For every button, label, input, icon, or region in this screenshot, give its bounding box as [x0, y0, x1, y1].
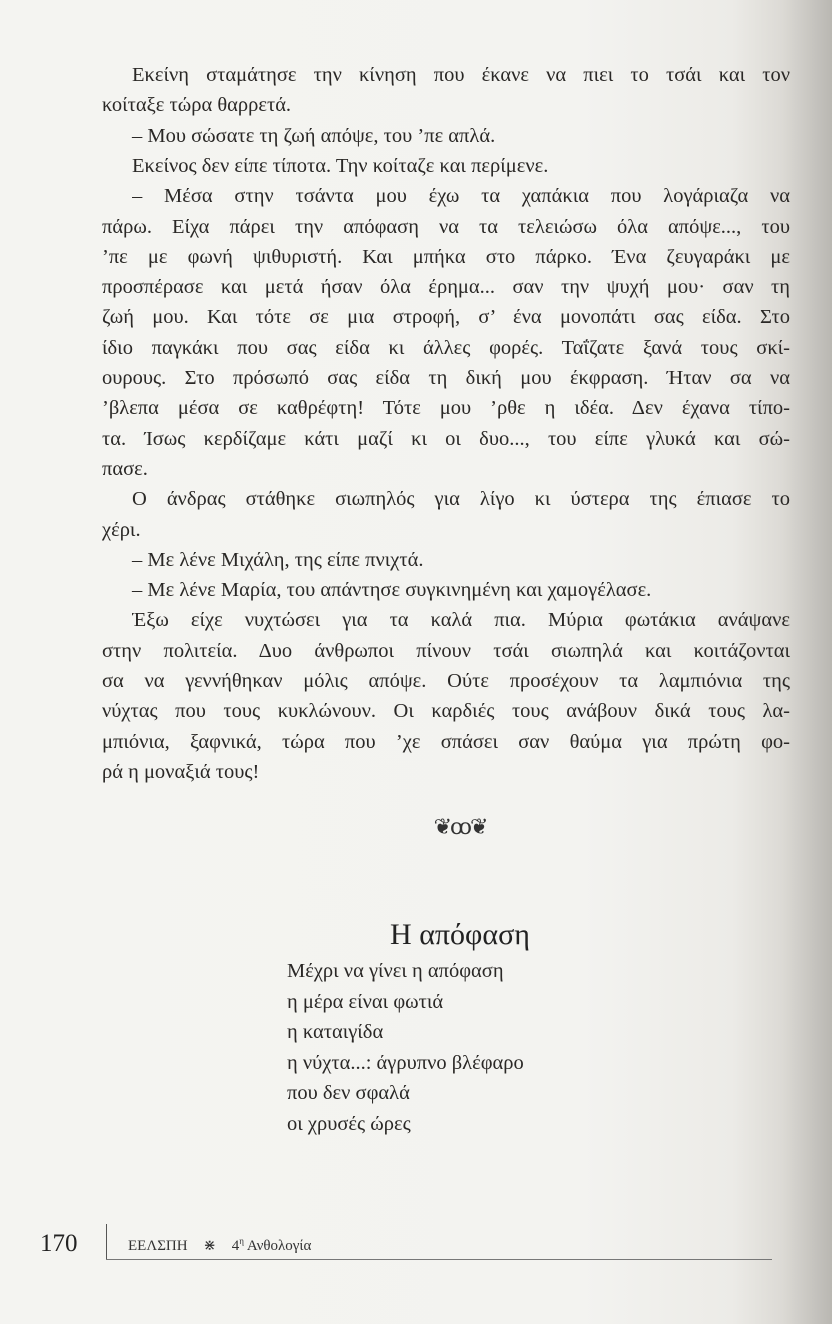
text-line: Ο άνδρας στάθηκε σιωπηλός για λίγο κι ύστερα της έπιασε το	[132, 488, 790, 511]
text-line: Εκείνος δεν είπε τίποτα. Την κοίταζε και περίμενε.	[132, 154, 549, 177]
text-line: ’βλεπα μέσα σε καθρέφτη! Τότε μου ’ρθε η ιδέα. Δεν έχανα τίπο-	[102, 397, 790, 420]
poem-line: η νύχτα...: άγρυπνο βλέφαρο	[287, 1051, 524, 1074]
footer-divider	[106, 1224, 107, 1260]
text-line: Έξω είχε νυχτώσει για τα καλά πια. Μύρια φωτάκια ανάψανε	[132, 609, 790, 632]
footer-rule	[106, 1259, 772, 1260]
poem-title: Η απόφαση	[390, 918, 530, 951]
text-line: προσπέρασε και μετά ήσαν όλα έρημα... σαν την ψυχή μου· σαν τη	[102, 276, 790, 299]
text-line: ρά η μοναξιά τους!	[102, 760, 260, 783]
text-line: μπιόνια, ξαφνικά, τώρα που ’χε σπάσει σαν θαύμα για πρώτη φο-	[102, 730, 790, 753]
text-line: Εκείνη σταμάτησε την κίνηση που έκανε να πιει το τσάι και τον	[132, 64, 790, 86]
poem-line: οι χρυσές ώρες	[287, 1112, 411, 1135]
text-line: – Μέσα στην τσάντα μου έχω τα χαπάκια που λογάριαζα να	[132, 185, 790, 208]
separator-icon: ⋇	[203, 1238, 216, 1254]
poem-line: που δεν σφαλά	[287, 1082, 410, 1104]
text-line: κοίταξε τώρα θαρρετά.	[102, 94, 292, 117]
text-line: σα να γεννήθηκαν μόλις απόψε. Ούτε προσέχουν τα λαμπιόνια της	[102, 670, 790, 692]
text-line: νύχτας που τους κυκλώνουν. Οι καρδιές τους ανάβουν δικά τους λα-	[102, 700, 790, 723]
poem-line: η μέρα είναι φωτιά	[287, 990, 444, 1013]
text-line: – Μου σώσατε τη ζωή απόψε, του ’πε απλά.	[132, 124, 496, 147]
text-line: – Με λένε Μιχάλη, της είπε πνιχτά.	[132, 548, 424, 571]
poem-line: η καταιγίδα	[287, 1021, 384, 1043]
anthology-title	[232, 1238, 312, 1254]
poem-line: Μέχρι να γίνει η απόφαση	[287, 960, 504, 982]
section-ornament-icon: ❦ꝏ❦	[433, 814, 487, 839]
text-line: ουρους. Στο πρόσωπό σας είδα τη δική μου έκφραση. Ήταν σα να	[102, 367, 790, 389]
publisher-name: ΕΕΛΣΠΗ	[128, 1238, 188, 1254]
anthology-suffix: η	[239, 1236, 244, 1246]
poem-body	[287, 956, 524, 1139]
running-footer	[128, 1236, 323, 1255]
text-line: πάρω. Είχα πάρει την απόφαση να τα τελειώσω όλα απόψε..., του	[102, 215, 790, 238]
text-line: ίδιο παγκάκι που σας είδα κι άλλες φορές. Ταΐζατε ξανά τους σκί-	[102, 336, 790, 359]
text-line: ’πε με φωνή ψιθυριστή. Και μπήκα στο πάρκο. Ένα ζευγαράκι με	[102, 245, 790, 268]
text-line: στην πολιτεία. Δυο άνθρωποι πίνουν τσάι σιωπηλά και κοιτάζονται	[102, 639, 790, 662]
text-line: – Με λένε Μαρία, του απάντησε συγκινημένη και χαμογέλασε.	[132, 579, 652, 602]
anthology-number: 4	[231, 1238, 240, 1254]
anthology-label: Ανθολογία	[246, 1238, 312, 1254]
text-line: τα. Ίσως κερδίζαμε κάτι μαζί κι οι δυο..., του είπε γλυκά και σώ-	[102, 427, 790, 450]
text-line: χέρι.	[102, 518, 141, 541]
text-line: ζωή μου. Και τότε σε μια στροφή, σ’ ένα μονοπάτι σας είδα. Στο	[102, 306, 790, 329]
text-line: πασε.	[102, 457, 148, 480]
page-number: 170	[40, 1230, 78, 1257]
